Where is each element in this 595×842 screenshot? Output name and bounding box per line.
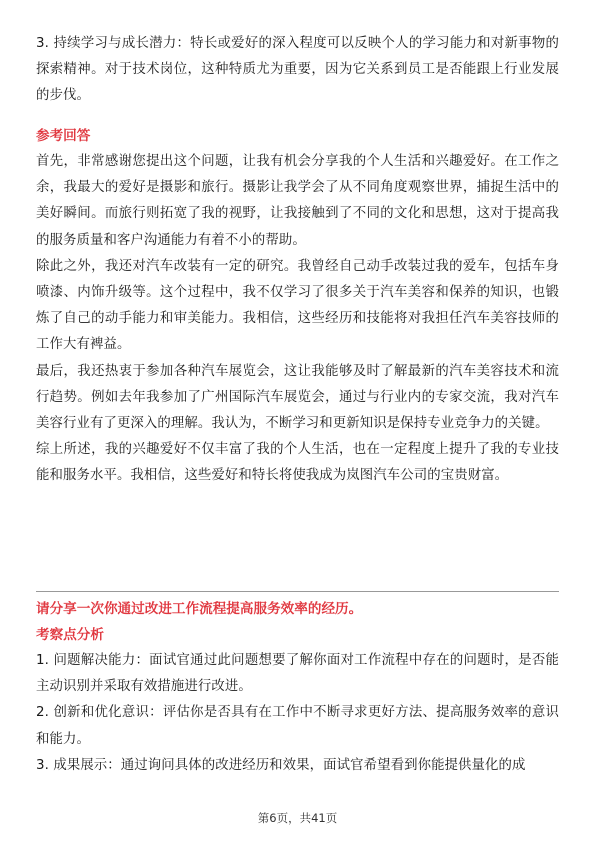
- analysis-point-3: 3. 成果展示：通过询问具体的改进经历和效果，面试官希望看到你能提供量化的成: [36, 757, 526, 773]
- question-title: 请分享一次你通过改进工作流程提高服务效率的经历。: [36, 601, 363, 617]
- analysis-point-2: 2. 创新和优化意识：评估你是否具有在工作中不断寻求更好方法、提高服务效率的意识和能力。: [36, 705, 559, 747]
- section-divider: [36, 591, 559, 592]
- answer-section: [36, 123, 559, 490]
- answer-paragraph-1: 首先，非常感谢您提出这个问题，让我有机会分享我的个人生活和兴趣爱好。在工作之余，我最大的爱好是摄影和旅行。摄影让我学会了从不同角度观察世界，捕捉生活中的美好瞬间。而旅行则拓宽了我的视野，让我接触到了不同的文化和思想，这对于提高我的服务质量和客户沟通能力有着不小的帮助。: [36, 154, 559, 248]
- section1: [36, 31, 559, 110]
- answer-heading: 参考回答: [36, 128, 91, 144]
- analysis-point-1: 1. 问题解决能力：面试官通过此问题想要了解你面对工作流程中存在的问题时，是否能主动识别并采取有效措施进行改进。: [36, 653, 559, 695]
- page-footer: 第6页，共41页: [257, 811, 338, 825]
- answer-paragraph-4: 综上所述，我的兴趣爱好不仅丰富了我的个人生活，也在一定程度上提升了我的专业技能和服务水平。我相信，这些爱好和特长将使我成为岚图汽车公司的宝贵财富。: [36, 442, 559, 484]
- point-3: 3. 持续学习与成长潜力：特长或爱好的深入程度可以反映个人的学习能力和对新事物的探索精神。对于技术岗位，这种特质尤为重要，因为它关系到员工是否能跟上行业发展的步伐。: [36, 36, 559, 104]
- analysis-heading: 考察点分析: [36, 627, 104, 643]
- answer-paragraph-3: 最后，我还热衷于参加各种汽车展览会，这让我能够及时了解最新的汽车美容技术和流行趋势。例如去年我参加了广州国际汽车展览会，通过与行业内的专家交流，我对汽车美容行业有了更深入的理解。我认为，不断学习和更新知识是保持专业竞争力的关键。: [36, 363, 559, 432]
- answer-paragraph-2: 除此之外，我还对汽车改装有一定的研究。我曾经自己动手改装过我的爱车，包括车身喷漆、内饰升级等。这个过程中，我不仅学习了很多关于汽车美容和保养的知识，也锻炼了自己的动手能力和审美能力。我相信，这些经历和技能将对我担任汽车美容技师的工作大有裨益。: [36, 258, 559, 353]
